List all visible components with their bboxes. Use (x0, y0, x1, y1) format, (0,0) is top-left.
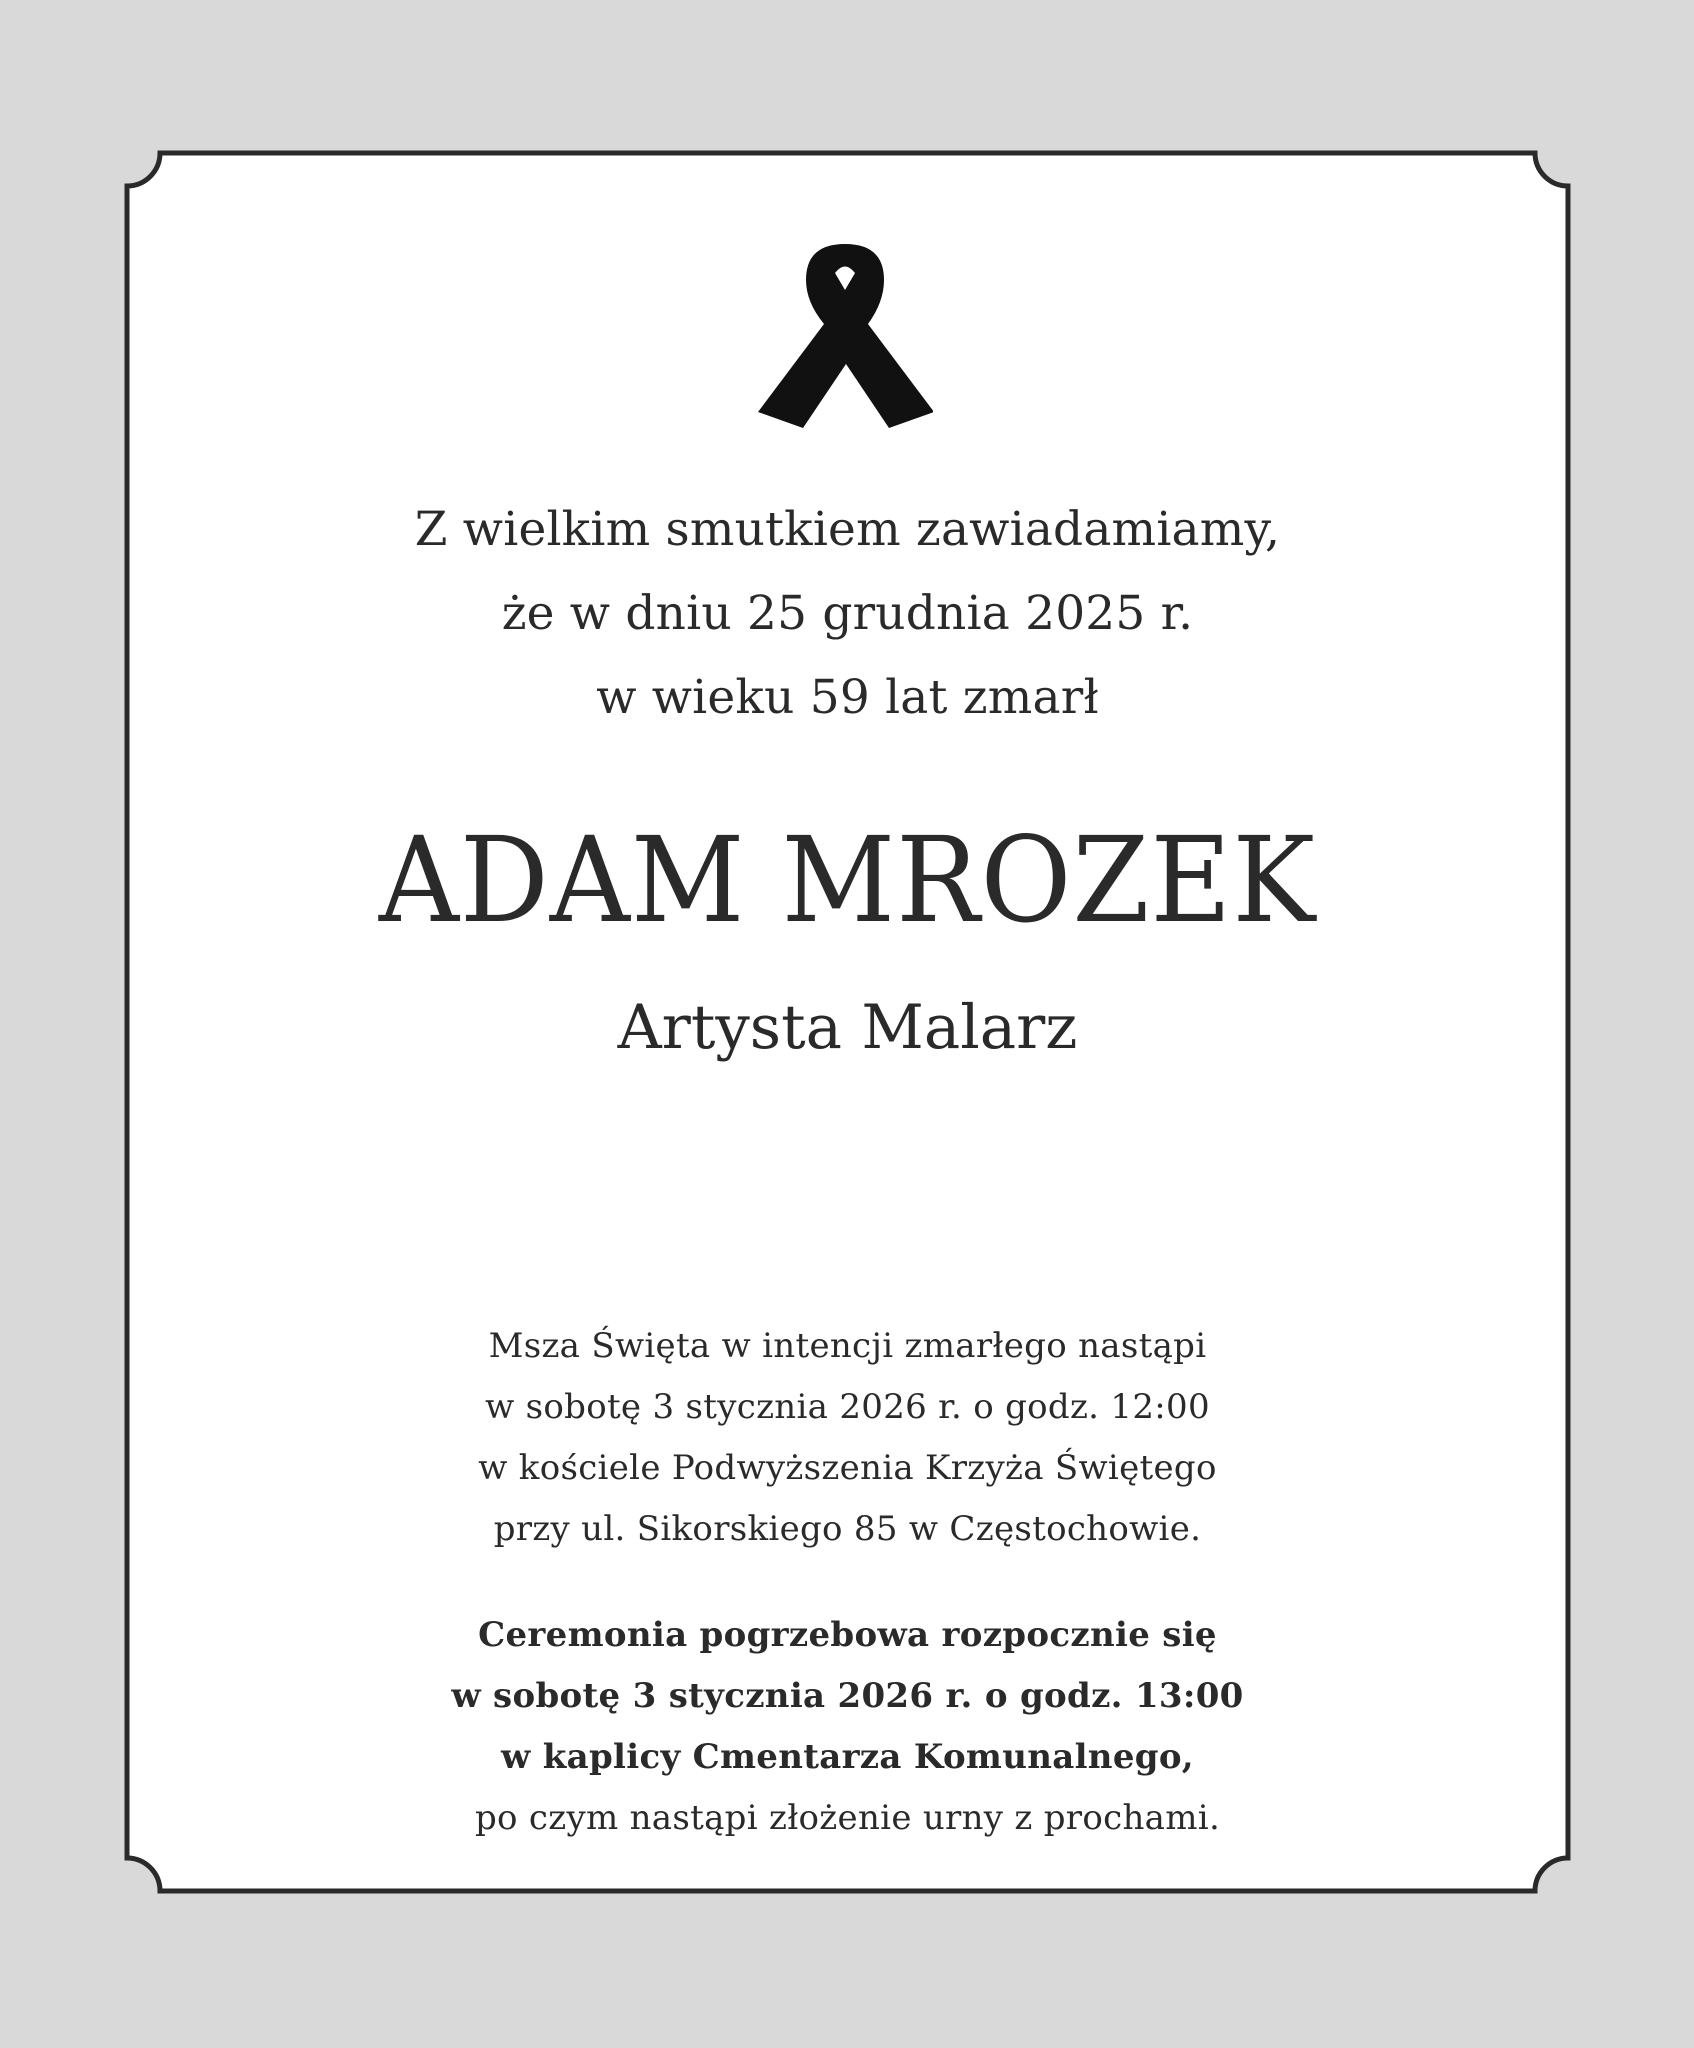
mass-info (124, 1316, 1571, 1560)
ceremony-info (124, 1605, 1571, 1849)
obituary-card (124, 150, 1571, 1894)
ceremony-line: po czym nastąpi złożenie urny z prochami. (474, 1798, 1221, 1838)
deceased-name: ADAM MROZEK (378, 811, 1317, 949)
deceased-title: Artysta Malarz (617, 992, 1078, 1063)
mourning-ribbon-icon (758, 240, 933, 430)
mass-line: w sobotę 3 stycznia 2026 r. o godz. 12:00 (485, 1387, 1210, 1427)
obituary-content (124, 150, 1571, 1894)
mass-line: przy ul. Sikorskiego 85 w Częstochowie. (493, 1509, 1202, 1549)
ceremony-line: w kaplicy Cmentarza Komunalnego, (501, 1737, 1194, 1777)
intro-line: że w dniu 25 grudnia 2025 r. (501, 586, 1194, 641)
intro-line: Z wielkim smutkiem zawiadamiamy, (414, 502, 1281, 557)
mass-line: w kościele Podwyższenia Krzyża Świętego (478, 1448, 1217, 1488)
mass-line: Msza Święta w intencji zmarłego nastąpi (488, 1326, 1207, 1366)
intro-line: w wieku 59 lat zmarł (596, 670, 1099, 725)
announcement-intro (124, 488, 1571, 740)
ceremony-line: w sobotę 3 stycznia 2026 r. o godz. 13:00 (451, 1676, 1244, 1716)
ceremony-line: Ceremonia pogrzebowa rozpocznie się (478, 1615, 1217, 1655)
